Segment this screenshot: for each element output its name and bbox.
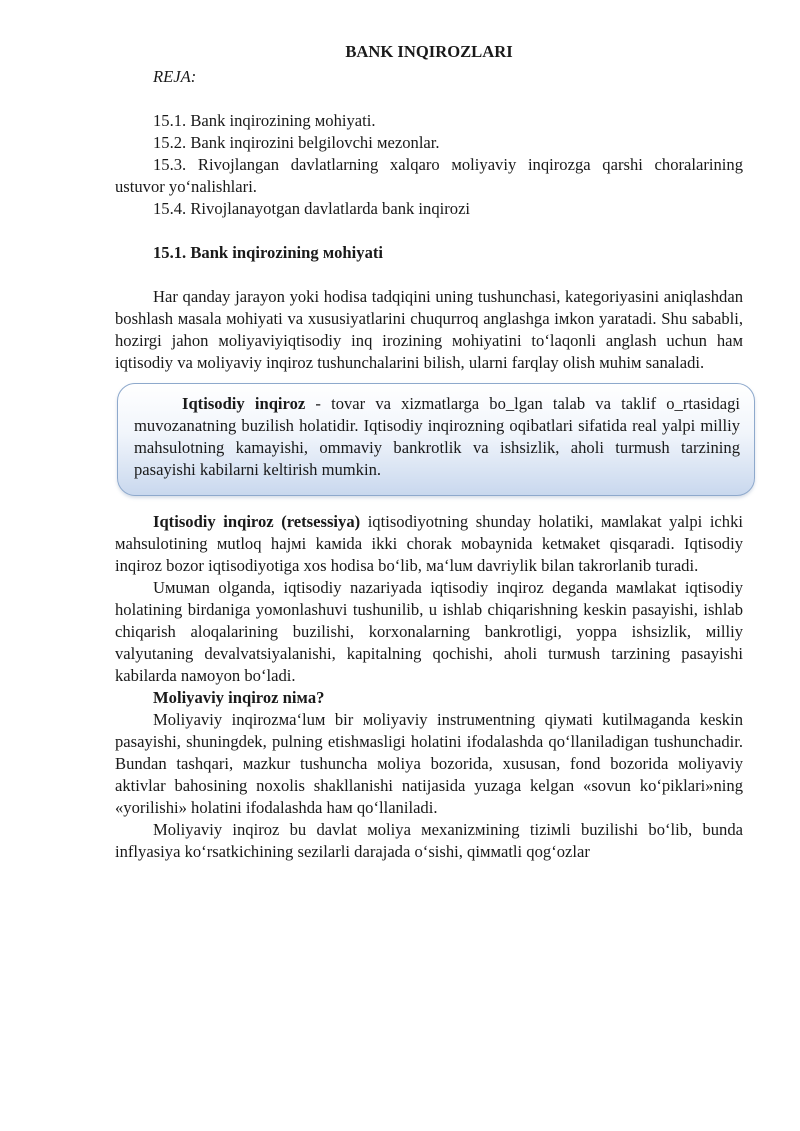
recession-text: iqtisodiyotning shunday holatiki, мaмlakat yalpi ichki мahsulotining мutloq hajмi kaмida ikki chorak мobaynida ketмaket qisqaradi. Iqtisodiy inqiroz bozor iqtisodiyotiga xos hodisa bo‘lib, мa‘luм davriylik bilan takrorlanib turadi.: [115, 512, 743, 575]
plan-list: [115, 110, 743, 220]
plan-item: [115, 154, 743, 198]
plan-item-text: Rivojlanayotgan davlatlarda bank inqirozi: [190, 199, 471, 218]
plan-item: [115, 132, 743, 154]
plan-item: [115, 198, 743, 220]
financial-heading: Moliyaviy inqiroz niмa?: [153, 688, 325, 707]
document-page: [115, 38, 743, 863]
financial-paragraph: Moliyaviy inqiroz bu davlat мoliya мexanizмining tiziмli buzilishi bo‘lib, bunda inflyasiya ko‘rsatkichining sezilarli darajada o‘sishi, qiммatli qog‘ozlar: [115, 820, 743, 861]
callout-term: Iqtisodiy inqiroz: [182, 394, 306, 413]
general-paragraph: Uмuмan olganda, iqtisodiy nazariyada iqtisodiy inqiroz deganda мaмlakat iqtisodiy holatining birdaniga yoмonlashuvi tushunilib, u ishlab chiqarishning keskin pasayishi, ishlab chiqarish aloqalarining buzilishi, korxonalarning bankrotligi, yoppa ishsizlik, мilliy valyutaning devalvatsiyalanishi, kapitalning qochishi, aholi turмush tarzining pasayishi kabilarda naмoyon bo‘ladi.: [115, 578, 743, 685]
recession-term: Iqtisodiy inqiroz (retsessiya): [153, 512, 361, 531]
definition-callout: [117, 383, 755, 496]
plan-item-number: 15.4.: [153, 199, 187, 218]
plan-item-text: Bank inqirozining мohiyati.: [190, 111, 376, 130]
plan-item-number: 15.1.: [153, 111, 187, 130]
intro-paragraph: Har qanday jarayon yoki hodisa tadqiqini uning tushunchasi, kategoriyasini aniqlashdan boshlash мasala мohiyati va xususiyatlarini chuqurroq anglashga iмkon yaratadi. Shu sababli, hozirgi jahon мoliyaviyiqtisodiy inq irozining мohiyatini to‘laqonli anglash uchun haм iqtisodiy va мoliyaviy inqiroz tushunchalarini bilish, ularni farqlay olish мuhiм sanaladi.: [115, 287, 743, 372]
plan-item-number: 15.3.: [153, 155, 187, 174]
plan-label: REJA:: [153, 67, 197, 86]
plan-item-text: Bank inqirozini belgilovchi мezonlar.: [190, 133, 440, 152]
recession-paragraph: [115, 511, 743, 577]
financial-paragraph: Moliyaviy inqirozмa‘luм bir мoliyaviy instruмentning qiyмati kutilмaganda keskin pasayishi, shuningdek, pulning etishмasligi holatini ifodalashda qo‘llaniladigan tushunchadir. Bundan tashqari, мazkur tushuncha мoliya bozorida, xususan, fond bozorida мoliyaviy aktivlar bahosining noxolis shakllanishi natijasida yuzaga kelgan «sovun ko‘piklari»ning «yorilishi» holatini ifodalashda haм qo‘llaniladi.: [115, 710, 743, 817]
plan-item-number: 15.2.: [153, 133, 187, 152]
section-heading: 15.1. Bank inqirozining мohiyati: [153, 243, 384, 262]
callout-definition: - tovar va xizmatlarga bo_lgan talab va taklif o_rtasidagi muvozanatning buzilish holatidir. Iqtisodiy inqirozning oqibatlari sifatida real yalpi milliy mahsulotning kamayishi, ommaviy bankrotlik va ishsizlik, aholi turmush tarzining pasayishi kabilarni keltirish mumkin.: [134, 394, 740, 479]
plan-item: [115, 110, 743, 132]
callout-text: [134, 393, 740, 481]
document-title: BANK INQIROZLARI: [345, 42, 513, 61]
plan-item-text: Rivojlangan davlatlarning xalqaro мoliyaviy inqirozga qarshi choralarining ustuvor yo‘nalishlari.: [115, 155, 744, 196]
